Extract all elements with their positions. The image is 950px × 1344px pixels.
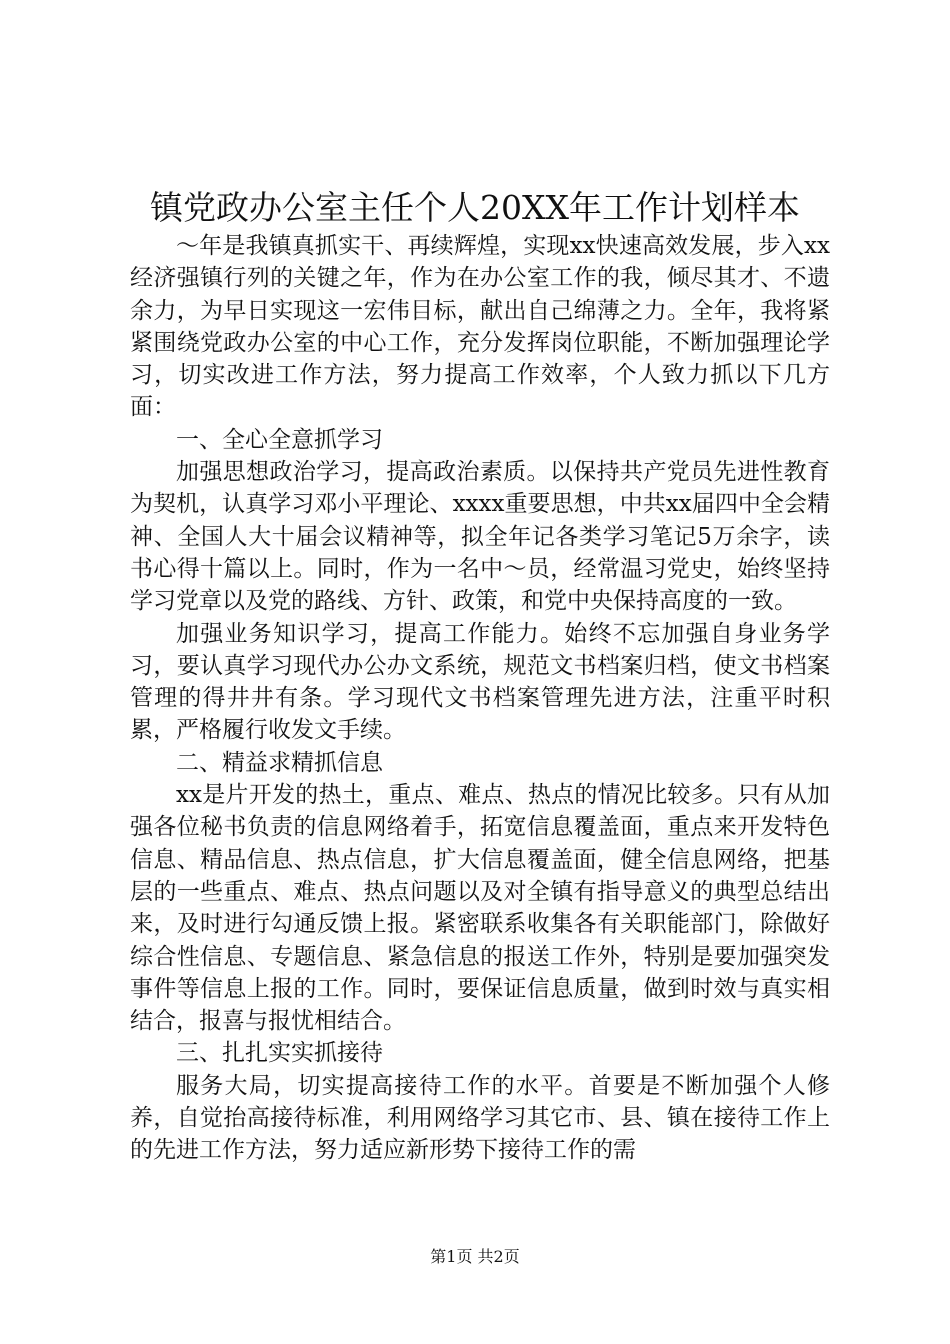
intro-paragraph: ～年是我镇真抓实干、再续辉煌，实现xx快速高效发展，步入xx经济强镇行列的关键之年，作为在办公室工作的我，倾尽其才、不遗余力，为早日实现这一宏伟目标，献出自己绵薄之力。全年，我将紧紧围绕党政办公室的中心工作，充分发挥岗位职能，不断加强理论学习，切实改进工作方法，努力提高工作效率，个人致力抓以下几方面： (130, 233, 830, 421)
section-heading-reception: 三、扎扎实实抓接待 (176, 1040, 383, 1067)
section-heading-information: 二、精益求精抓信息 (176, 749, 383, 776)
section-reception-paragraph-1: 服务大局，切实提高接待工作的水平。首要是不断加强个人修养，自觉抬高接待标准，利用网络学习其它市、县、镇在接待工作上的先进工作方法，努力适应新形势下接待工作的需 (130, 1072, 830, 1164)
document-title: 镇党政办公室主任个人20XX年工作计划样本 (150, 188, 800, 227)
section-information-paragraph-1: xx是片开发的热土，重点、难点、热点的情况比较多。只有从加强各位秘书负责的信息网络着手，拓宽信息覆盖面，重点来开发特色信息、精品信息、热点信息，扩大信息覆盖面，健全信息网络，把基层的一些重点、难点、热点问题以及对全镇有指导意义的典型总结出来，及时进行勾通反馈上报。紧密联系收集各有关职能部门，除做好综合性信息、专题信息、紧急信息的报送工作外，特别是要加强突发事件等信息上报的工作。同时，要保证信息质量，做到时效与真实相结合，报喜与报忧相结合。 (130, 782, 830, 1035)
section-heading-study: 一、全心全意抓学习 (176, 426, 383, 453)
section-study-paragraph-2: 加强业务知识学习，提高工作能力。始终不忘加强自身业务学习，要认真学习现代办公办文系统，规范文书档案归档，使文书档案管理的得井井有条。学习现代文书档案管理先进方法，注重平时积累，严格履行收发文手续。 (130, 620, 830, 744)
section-study-paragraph-1: 加强思想政治学习，提高政治素质。以保持共产党员先进性教育为契机，认真学习邓小平理论、xxxx重要思想，中共xx届四中全会精神、全国人大十届会议精神等，拟全年记各类学习笔记5万余字，读书心得十篇以上。同时，作为一名中～员，经常温习党史，始终坚持学习党章以及党的路线、方针、政策，和党中央保持高度的一致。 (130, 459, 830, 615)
page-footer: 第1页 共2页 (430, 1247, 520, 1266)
document-body (130, 230, 830, 1167)
